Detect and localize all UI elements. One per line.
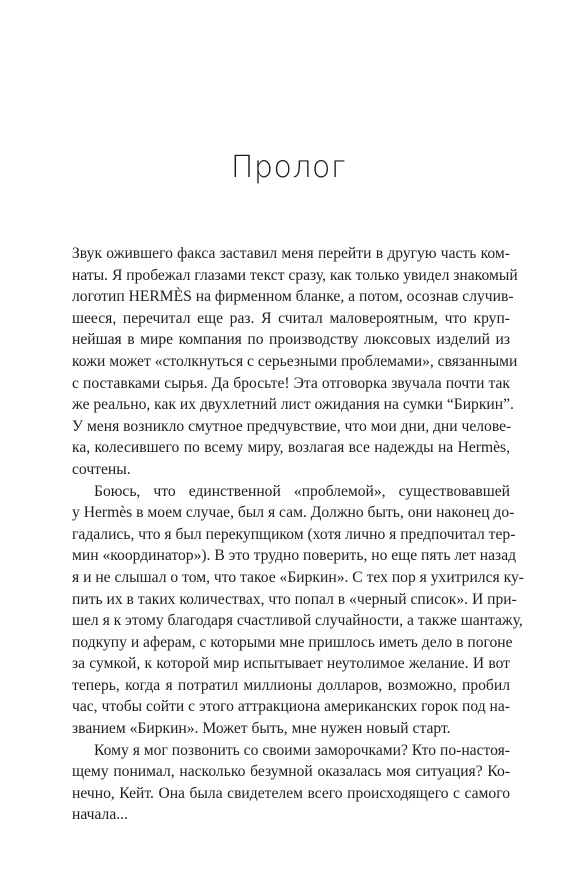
chapter-body [72,243,524,826]
text-line: нейшая в мире компания по производству люксовых изделий из [72,331,510,349]
text-line: я и не слышал о том, что такое «Биркин». С тех пор я ухитрился ку- [72,568,524,586]
text-line: за сумкой, к которой мир испытывает неутолимое желание. И вот [72,655,510,673]
text-line: сочтены. [72,460,131,478]
text-line: Боюсь, что единственной «проблемой», существовавшей [94,482,510,500]
text-line: У меня возникло смутное предчувствие, что мои дни, дни челове- [72,417,512,435]
text-line: шееся, перечитал еще раз. Я считал маловероятным, что круп- [72,309,510,327]
text-line: начала... [72,806,128,824]
paragraph [72,481,524,740]
text-line: наты. Я пробежал глазами текст сразу, как только увидел знакомый [72,266,518,284]
text-line: с поставками сырья. Да бросьте! Эта отговорка звучала почти так [72,374,510,392]
text-line: нечно, Кейт. Она была свидетелем всего происходящего с самого [72,784,510,802]
text-line: шел я к этому благодаря счастливой случайности, а также шантажу, [72,612,523,630]
text-line: щему понимал, насколько безумной оказалась моя ситуация? Ко- [72,763,510,781]
chapter-title: Пролог [230,150,347,186]
text-line: Звук ожившего факса заставил меня перейти в другую часть ком- [72,245,510,262]
text-line: логотип HERMÈS на фирменном бланке, а потом, осознав случив- [72,288,514,306]
text-line: кожи может «столкнуться с серьезными проблемами», связанными [72,352,518,370]
text-line: гадались, что я был перекупщиком (хотя лично я предпочитал тер- [72,525,516,543]
text-line: Кому я мог позвонить со своими заморочками? Кто по-настоя- [94,741,510,759]
paragraph [72,740,510,826]
text-line: пить их в таких количествах, что попал в «черный список». И при- [72,590,517,608]
text-line: мин «координатор»). В это трудно поверить, но еще пять лет назад [72,547,517,565]
text-line: ка, колесившего по всему миру, возлагая все надежды на Hermès, [72,439,510,457]
text-line: званием «Биркин». Может быть, мне нужен новый старт. [72,720,451,738]
paragraph [72,243,518,481]
text-line: теперь, когда я потратил миллионы долларов, возможно, пробил [72,676,510,694]
text-line: же реально, как их двухлетний лист ожидания на сумки “Биркин”. [72,396,514,414]
text-line: у Hermès в моем случае, был я сам. Должно быть, они наконец до- [72,504,515,522]
text-line: подкупу и аферам, с которыми мне пришлось иметь дело в погоне [72,633,513,651]
text-line: час, чтобы сойти с этого аттракциона американских горок под на- [72,698,510,716]
